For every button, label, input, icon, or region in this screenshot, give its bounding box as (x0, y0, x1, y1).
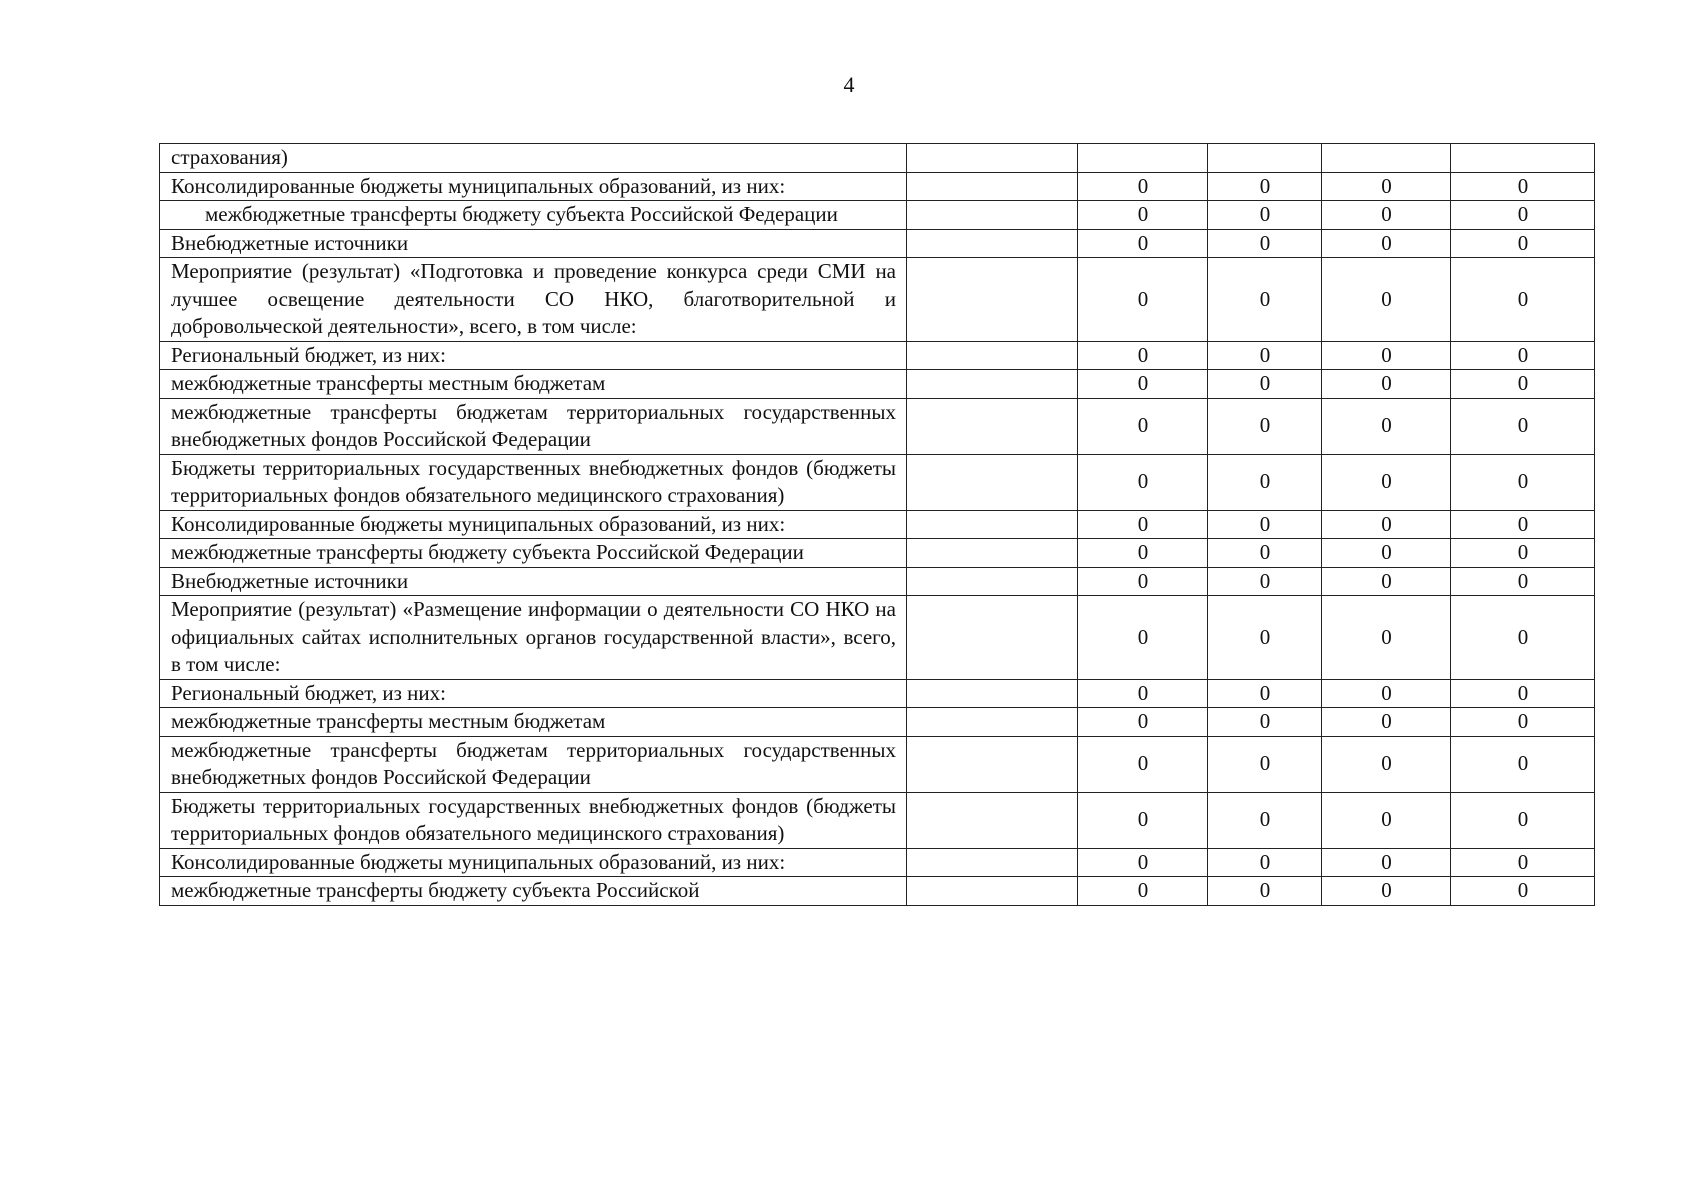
table-row (160, 567, 1595, 596)
row-description: Внебюджетные источники (160, 229, 907, 258)
row-description: страхования) (160, 144, 907, 173)
row-description: Бюджеты территориальных государственных внебюджетных фондов (бюджеты территориальных фондов обязательного медицинского страхования) (160, 454, 907, 510)
value-cell: 0 (1322, 736, 1451, 792)
page-number: 4 (843, 72, 855, 97)
financing-table (159, 143, 1595, 906)
row-code-cell (907, 172, 1078, 201)
table-row (160, 539, 1595, 568)
row-description: межбюджетные трансферты местным бюджетам (160, 370, 907, 399)
row-code-cell (907, 792, 1078, 848)
value-cell: 0 (1451, 877, 1595, 906)
value-cell: 0 (1322, 596, 1451, 680)
value-cell: 0 (1078, 792, 1208, 848)
value-cell: 0 (1208, 229, 1322, 258)
value-cell: 0 (1078, 454, 1208, 510)
value-cell: 0 (1208, 736, 1322, 792)
table-row (160, 201, 1595, 230)
value-cell: 0 (1451, 201, 1595, 230)
row-description: Консолидированные бюджеты муниципальных образований, из них: (160, 172, 907, 201)
financing-table-body (160, 144, 1595, 906)
row-code-cell (907, 539, 1078, 568)
table-row (160, 510, 1595, 539)
value-cell: 0 (1208, 848, 1322, 877)
value-cell: 0 (1451, 510, 1595, 539)
table-row (160, 370, 1595, 399)
value-cell: 0 (1451, 567, 1595, 596)
row-code-cell (907, 454, 1078, 510)
row-description: Внебюджетные источники (160, 567, 907, 596)
value-cell: 0 (1322, 341, 1451, 370)
value-cell: 0 (1322, 679, 1451, 708)
table-row (160, 172, 1595, 201)
value-cell: 0 (1451, 229, 1595, 258)
row-code-cell (907, 736, 1078, 792)
row-code-cell (907, 567, 1078, 596)
value-cell: 0 (1451, 398, 1595, 454)
row-description: межбюджетные трансферты бюджетам территориальных государственных внебюджетных фондов Российской Федерации (160, 398, 907, 454)
value-cell: 0 (1208, 596, 1322, 680)
row-code-cell (907, 679, 1078, 708)
value-cell: 0 (1208, 454, 1322, 510)
value-cell: 0 (1208, 679, 1322, 708)
row-description: межбюджетные трансферты местным бюджетам (160, 708, 907, 737)
row-code-cell (907, 201, 1078, 230)
row-code-cell (907, 708, 1078, 737)
value-cell: 0 (1208, 510, 1322, 539)
row-code-cell (907, 877, 1078, 906)
row-code-cell (907, 229, 1078, 258)
row-description: Консолидированные бюджеты муниципальных образований, из них: (160, 848, 907, 877)
value-cell: 0 (1451, 848, 1595, 877)
value-cell: 0 (1322, 792, 1451, 848)
value-cell: 0 (1322, 370, 1451, 399)
row-description: межбюджетные трансферты бюджету субъекта Российской (160, 877, 907, 906)
value-cell: 0 (1451, 596, 1595, 680)
table-row (160, 454, 1595, 510)
value-cell: 0 (1078, 341, 1208, 370)
row-code-cell (907, 144, 1078, 173)
value-cell: 0 (1078, 877, 1208, 906)
value-cell: 0 (1322, 398, 1451, 454)
table-row (160, 229, 1595, 258)
value-cell: 0 (1078, 679, 1208, 708)
value-cell: 0 (1078, 172, 1208, 201)
row-description: Мероприятие (результат) «Подготовка и проведение конкурса среди СМИ на лучшее освещение деятельности СО НКО, благотворительной и добровольческой деятельности», всего, в том числе: (160, 258, 907, 342)
value-cell: 0 (1451, 708, 1595, 737)
value-cell: 0 (1208, 708, 1322, 737)
value-cell: 0 (1078, 848, 1208, 877)
value-cell: 0 (1451, 172, 1595, 201)
value-cell: 0 (1208, 792, 1322, 848)
value-cell (1322, 144, 1451, 173)
value-cell: 0 (1322, 877, 1451, 906)
value-cell: 0 (1322, 510, 1451, 539)
row-code-cell (907, 341, 1078, 370)
value-cell (1208, 144, 1322, 173)
value-cell: 0 (1451, 539, 1595, 568)
value-cell: 0 (1208, 258, 1322, 342)
row-description: Консолидированные бюджеты муниципальных образований, из них: (160, 510, 907, 539)
value-cell: 0 (1078, 229, 1208, 258)
table-row (160, 144, 1595, 173)
value-cell: 0 (1322, 172, 1451, 201)
value-cell: 0 (1208, 201, 1322, 230)
row-description: межбюджетные трансферты бюджетам территориальных государственных внебюджетных фондов Российской Федерации (160, 736, 907, 792)
value-cell: 0 (1208, 172, 1322, 201)
value-cell: 0 (1078, 370, 1208, 399)
value-cell: 0 (1451, 736, 1595, 792)
value-cell (1078, 144, 1208, 173)
value-cell: 0 (1451, 454, 1595, 510)
value-cell: 0 (1451, 792, 1595, 848)
value-cell: 0 (1208, 539, 1322, 568)
value-cell: 0 (1322, 848, 1451, 877)
row-code-cell (907, 370, 1078, 399)
value-cell: 0 (1078, 539, 1208, 568)
table-row (160, 679, 1595, 708)
row-description: межбюджетные трансферты бюджету субъекта Российской Федерации (160, 201, 907, 230)
value-cell: 0 (1078, 201, 1208, 230)
value-cell: 0 (1208, 370, 1322, 399)
row-code-cell (907, 398, 1078, 454)
value-cell: 0 (1078, 736, 1208, 792)
row-code-cell (907, 848, 1078, 877)
row-description: Региональный бюджет, из них: (160, 341, 907, 370)
value-cell: 0 (1078, 596, 1208, 680)
value-cell: 0 (1322, 201, 1451, 230)
value-cell: 0 (1208, 341, 1322, 370)
value-cell: 0 (1078, 398, 1208, 454)
row-code-cell (907, 510, 1078, 539)
row-description: Региональный бюджет, из них: (160, 679, 907, 708)
value-cell: 0 (1322, 567, 1451, 596)
row-description: Мероприятие (результат) «Размещение информации о деятельности СО НКО на официальных сайтах исполнительных органов государственной власти», всего, в том числе: (160, 596, 907, 680)
value-cell: 0 (1078, 510, 1208, 539)
value-cell: 0 (1451, 679, 1595, 708)
value-cell: 0 (1208, 398, 1322, 454)
table-row (160, 341, 1595, 370)
table-row (160, 792, 1595, 848)
value-cell: 0 (1078, 567, 1208, 596)
table-row (160, 398, 1595, 454)
value-cell: 0 (1451, 258, 1595, 342)
row-code-cell (907, 596, 1078, 680)
row-code-cell (907, 258, 1078, 342)
value-cell: 0 (1322, 229, 1451, 258)
row-description: межбюджетные трансферты бюджету субъекта Российской Федерации (160, 539, 907, 568)
table-row (160, 877, 1595, 906)
value-cell: 0 (1322, 454, 1451, 510)
value-cell: 0 (1322, 708, 1451, 737)
table-row (160, 258, 1595, 342)
table-row (160, 596, 1595, 680)
value-cell: 0 (1078, 708, 1208, 737)
table-row (160, 736, 1595, 792)
value-cell: 0 (1451, 370, 1595, 399)
value-cell (1451, 144, 1595, 173)
value-cell: 0 (1078, 258, 1208, 342)
value-cell: 0 (1322, 258, 1451, 342)
table-row (160, 848, 1595, 877)
value-cell: 0 (1322, 539, 1451, 568)
table-row (160, 708, 1595, 737)
row-description: Бюджеты территориальных государственных внебюджетных фондов (бюджеты территориальных фондов обязательного медицинского страхования) (160, 792, 907, 848)
value-cell: 0 (1208, 567, 1322, 596)
value-cell: 0 (1451, 341, 1595, 370)
value-cell: 0 (1208, 877, 1322, 906)
